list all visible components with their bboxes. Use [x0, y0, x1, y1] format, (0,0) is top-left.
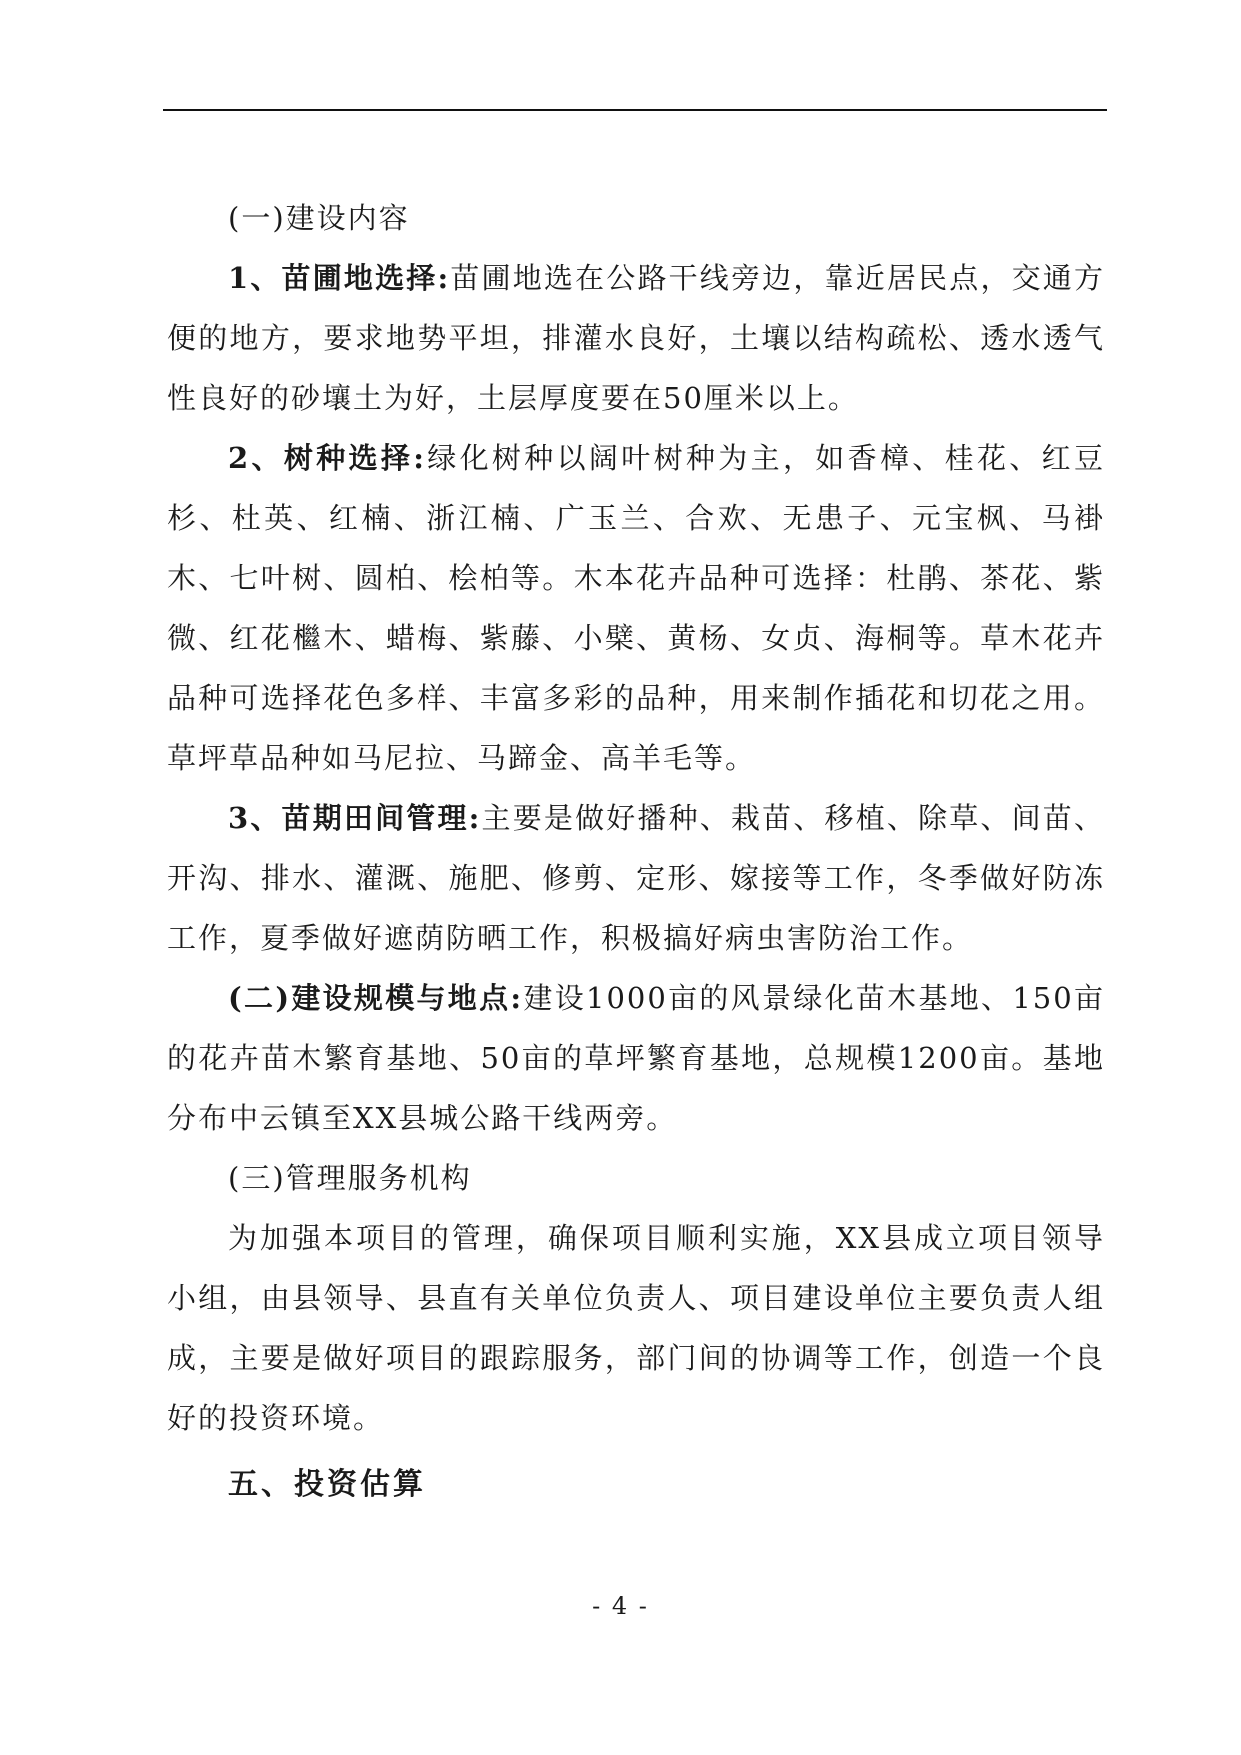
- paragraph-field-management: [167, 788, 1105, 968]
- section-heading-text: (三)管理服务机构: [228, 1161, 472, 1195]
- paragraph-lead: (二)建设规模与地点:: [228, 981, 524, 1015]
- page-number: - 4 -: [592, 1592, 649, 1620]
- paragraph-text: 为加强本项目的管理，确保项目顺利实施，XX县成立项目领导小组，由县领导、县直有关单位负责人、项目建设单位主要负责人组成，主要是做好项目的跟踪服务，部门间的协调等工作，创造一个良好的投资环境。: [167, 1221, 1105, 1435]
- paragraph-lead: 2、树种选择:: [228, 441, 426, 475]
- chapter-heading-investment-estimate: [167, 1454, 1105, 1516]
- paragraph-lead: 3、苗期田间管理:: [228, 801, 482, 835]
- section-heading-text: (一)建设内容: [228, 201, 410, 235]
- section-heading-construction-content: [167, 188, 1105, 248]
- chapter-heading-text: 五、投资估算: [228, 1467, 426, 1502]
- document-body: [167, 188, 1105, 1516]
- paragraph-text: 主要是做好播种、栽苗、移植、除草、间苗、开沟、排水、灌溉、施肥、修剪、定形、嫁接等工作，冬季做好防冻工作，夏季做好遮荫防晒工作，积极搞好病虫害防治工作。: [167, 801, 1105, 955]
- section-heading-management-service: [167, 1148, 1105, 1208]
- paragraph-tree-species-selection: [167, 428, 1105, 788]
- paragraph-lead: 1、苗圃地选择:: [228, 261, 451, 295]
- paragraph-text: 建设1000亩的风景绿化苗木基地、150亩的花卉苗木繁育基地、50亩的草坪繁育基地，总规模1200亩。基地分布中云镇至XX县城公路干线两旁。: [167, 981, 1105, 1135]
- paragraph-text: 苗圃地选在公路干线旁边，靠近居民点，交通方便的地方，要求地势平坦，排灌水良好，土壤以结构疏松、透水透气性良好的砂壤土为好，土层厚度要在50厘米以上。: [167, 261, 1105, 415]
- paragraph-scale-and-location: [167, 968, 1105, 1148]
- paragraph-management-service: [167, 1208, 1105, 1448]
- paragraph-nursery-site-selection: [167, 248, 1105, 428]
- header-rule: [163, 109, 1107, 111]
- paragraph-text: 绿化树种以阔叶树种为主，如香樟、桂花、红豆杉、杜英、红楠、浙江楠、广玉兰、合欢、无患子、元宝枫、马褂木、七叶树、圆柏、桧柏等。木本花卉品种可选择：杜鹃、茶花、紫微、红花檵木、蜡梅、紫藤、小檗、黄杨、女贞、海桐等。草木花卉品种可选择花色多样、丰富多彩的品种，用来制作插花和切花之用。草坪草品种如马尼拉、马蹄金、高羊毛等。: [167, 441, 1105, 775]
